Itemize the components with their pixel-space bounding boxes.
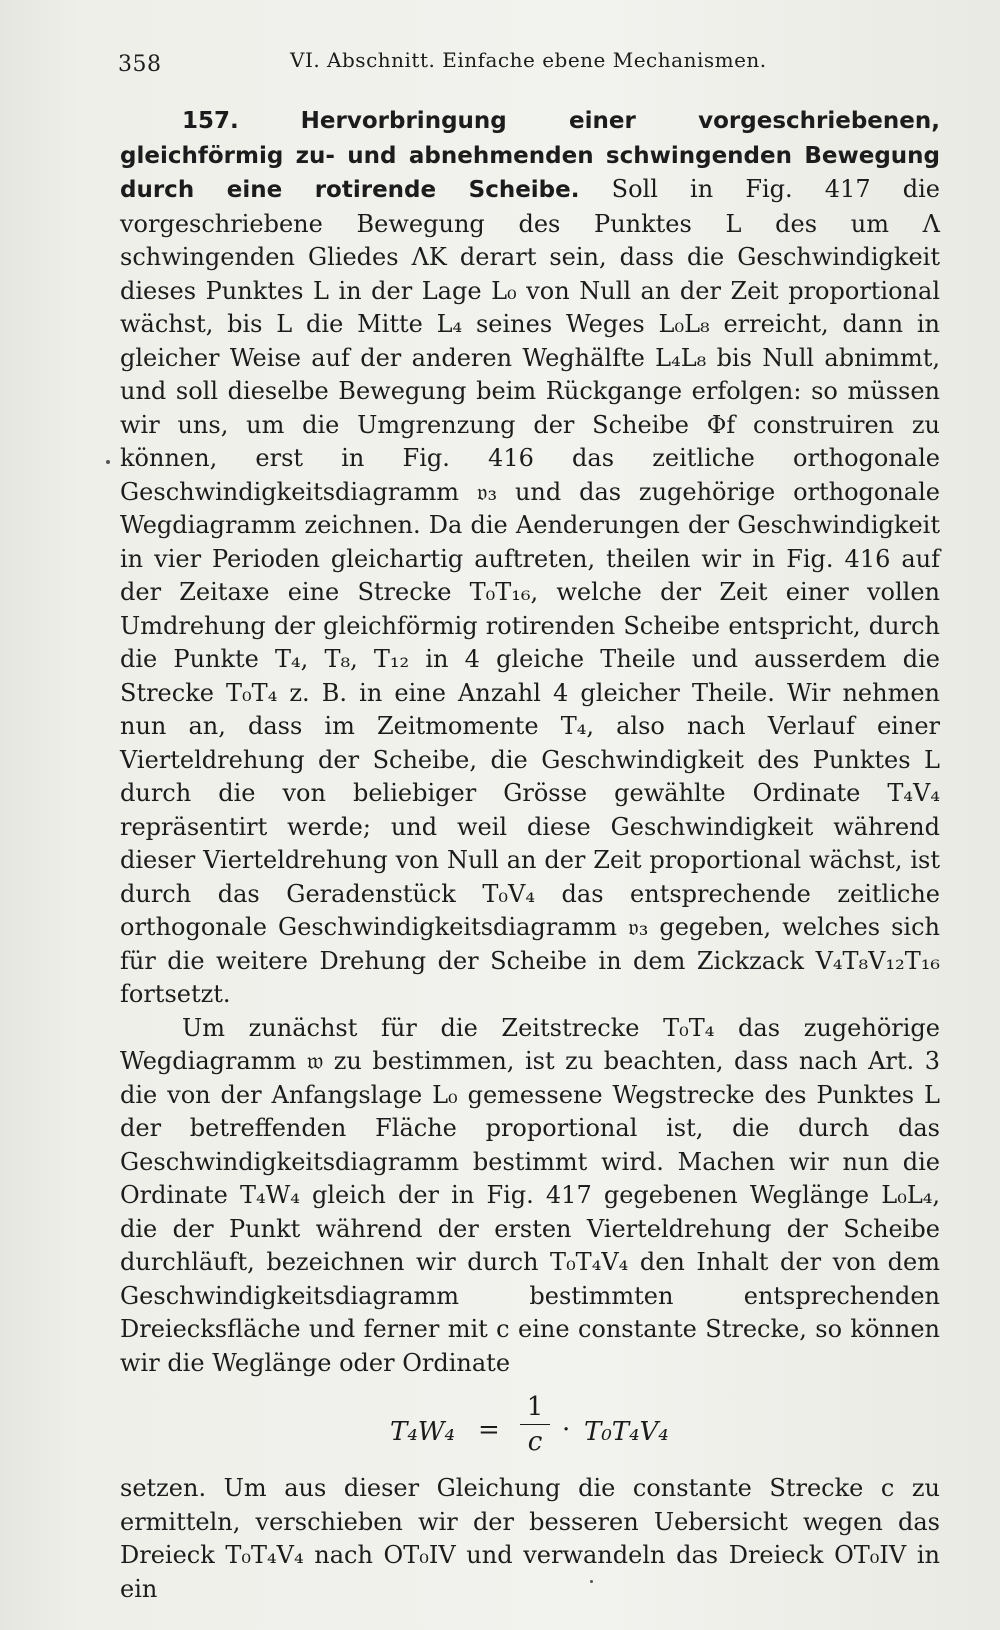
paragraph-2-text: Um zunächst für die Zeitstrecke T₀T₄ das zugehörige Wegdiagramm 𝔴 zu bestimmen, ist zu beachten, dass nach Art. 3 die von der Anfangslage L₀ gemessene Wegstrecke des Punktes L der betreffenden Fläche proportional ist, die durch das Geschwindigkeitsdiagramm bestimmt wird. Machen wir nun die Ordinate T₄W₄ gleich der in Fig. 417 gegebenen Weglänge L₀L₄, die der Punkt während der ersten Vierteldrehung der Scheibe durchläuft, bezeichnen wir durch T₀T₄V₄ den Inhalt der von dem Geschwindigkeitsdiagramm bestimmten entsprechenden Dreiecksfläche und ferner mit c eine constante Strecke, so können wir die Weglänge oder Ordinate [120, 1013, 940, 1377]
paragraph-3-text: setzen. Um aus dieser Gleichung die constante Strecke c zu ermitteln, verschieben wir der besseren Uebersicht wegen das Dreieck T₀T₄V₄ nach OT₀IV und verwandeln das Dreieck OT₀IV in ein [120, 1474, 940, 1603]
paragraph-3 [120, 1472, 940, 1606]
page-header [118, 44, 938, 80]
section-heading: Hervorbringung einer vorgeschriebenen, gleichförmig zu- und abnehmenden schwingenden Bewegung durch eine rotirende Scheibe. [120, 108, 940, 203]
equation [120, 1380, 940, 1472]
paragraph-1-text: Soll in Fig. 417 die vorgeschriebene Bewegung des Punktes L des um Λ schwingenden Gliedes ΛK derart sein, dass die Geschwindigkeit dieses Punktes L in der Lage L₀ von Null an der Zeit proportional wächst, bis L die Mitte L₄ seines Weges L₀L₈ erreicht, dann in gleicher Weise auf der anderen Weghälfte L₄L₈ bis Null abnimmt, und soll dieselbe Bewegung beim Rückgange erfolgen: so müssen wir uns, um die Umgrenzung der Scheibe Φf construiren zu können, erst in Fig. 416 das zeitliche orthogonale Geschwindigkeitsdiagramm 𝔳₃ und das zugehörige orthogonale Wegdiagramm zeichnen. Da die Aenderungen der Geschwindigkeit in vier Perioden gleichartig auftreten, theilen wir in Fig. 416 auf der Zeitaxe eine Strecke T₀T₁₆, welche der Zeit einer vollen Umdrehung der gleichförmig rotirenden Scheibe entspricht, durch die Punkte T₄, T₈, T₁₂ in 4 gleiche Theile und ausserdem die Strecke T₀T₄ z. B. in eine Anzahl 4 gleicher Theile. Wir nehmen nun an, dass im Zeitmomente T₄, also nach Verlauf einer Vierteldrehung der Scheibe, die Geschwindigkeit des Punktes L durch die von beliebiger Grösse gewählte Ordinate T₄V₄ repräsentirt werde; und weil diese Geschwindigkeit während dieser Vierteldrehung von Null an der Zeit proportional wächst, ist durch das Geradenstück T₀V₄ das entsprechende zeitliche orthogonale Geschwindigkeitsdiagramm 𝔳₃ gegeben, welches sich für die weitere Drehung der Scheibe in dem Zickzack V₄T₈V₁₂T₁₆ fortsetzt. [120, 175, 940, 1008]
equation-denominator: c [527, 1427, 543, 1457]
body-text [120, 104, 940, 1606]
paragraph-1 [120, 104, 940, 1012]
equation-fraction [520, 1390, 550, 1459]
equation-lhs: T₄W₄ [390, 1417, 455, 1447]
ink-speck [106, 460, 110, 464]
page-number: 358 [118, 52, 162, 77]
equation-rhs: T₀T₄V₄ [584, 1417, 669, 1447]
running-head: VI. Abschnitt. Einfache ebene Mechanismen. [290, 48, 767, 72]
ink-speck [590, 1580, 593, 1583]
equation-dot: · [562, 1415, 571, 1445]
paragraph-2 [120, 1012, 940, 1381]
equation-numerator: 1 [520, 1390, 550, 1425]
section-number: 157. [182, 108, 239, 134]
equation-equals: = [478, 1415, 500, 1445]
